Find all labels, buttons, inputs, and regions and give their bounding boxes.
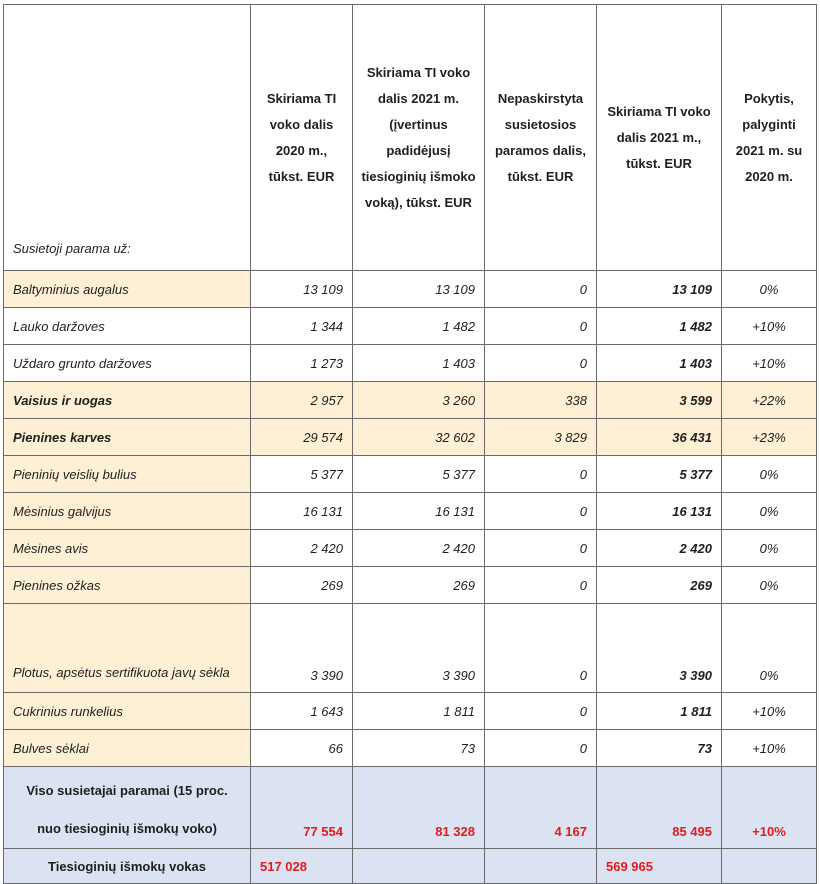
cell-2020: 3 390 <box>251 604 353 693</box>
cell-2020: 5 377 <box>251 456 353 493</box>
cell-2021: 3 390 <box>597 604 722 693</box>
cell-change: 0% <box>722 604 817 693</box>
row-label: Bulves sėklai <box>4 730 251 767</box>
row-label: Pienines ožkas <box>4 567 251 604</box>
cell-unallocated: 0 <box>485 567 597 604</box>
cell-change: 0% <box>722 493 817 530</box>
cell-2020: 1 344 <box>251 308 353 345</box>
total-2020: 77 554 <box>251 767 353 849</box>
cell-2020: 2 420 <box>251 530 353 567</box>
cell-2021-incl: 1 403 <box>353 345 485 382</box>
cell-2021-incl: 16 131 <box>353 493 485 530</box>
cell-2021-incl: 1 482 <box>353 308 485 345</box>
table-row <box>4 604 817 693</box>
cell-2020: 1 273 <box>251 345 353 382</box>
total-2021-incl: 81 328 <box>353 767 485 849</box>
header-row <box>4 5 817 271</box>
table-row <box>4 530 817 567</box>
envelope-empty-1 <box>353 849 485 884</box>
cell-2021: 16 131 <box>597 493 722 530</box>
row-label: Uždaro grunto daržoves <box>4 345 251 382</box>
cell-2021-incl: 2 420 <box>353 530 485 567</box>
envelope-row <box>4 849 817 884</box>
cell-2021: 36 431 <box>597 419 722 456</box>
cell-2021: 3 599 <box>597 382 722 419</box>
cell-unallocated: 338 <box>485 382 597 419</box>
table-row <box>4 271 817 308</box>
envelope-empty-3 <box>722 849 817 884</box>
cell-2020: 16 131 <box>251 493 353 530</box>
cell-2020: 66 <box>251 730 353 767</box>
row-label: Plotus, apsėtus sertifikuota javų sėkla <box>4 604 251 693</box>
cell-2021: 2 420 <box>597 530 722 567</box>
cell-2021-incl: 269 <box>353 567 485 604</box>
cell-change: 0% <box>722 456 817 493</box>
cell-2021-incl: 73 <box>353 730 485 767</box>
cell-unallocated: 0 <box>485 308 597 345</box>
total-label: Viso susietajai paramai (15 proc. nuo tiesioginių išmokų voko) <box>4 767 251 849</box>
table-row <box>4 493 817 530</box>
support-table <box>3 4 817 884</box>
total-unallocated: 4 167 <box>485 767 597 849</box>
table-row <box>4 345 817 382</box>
cell-2021: 73 <box>597 730 722 767</box>
cell-2021-incl: 13 109 <box>353 271 485 308</box>
total-row <box>4 767 817 849</box>
row-label: Pieninių veislių bulius <box>4 456 251 493</box>
row-label: Cukrinius runkelius <box>4 693 251 730</box>
row-label: Mėsines avis <box>4 530 251 567</box>
cell-2021: 1 482 <box>597 308 722 345</box>
cell-unallocated: 0 <box>485 493 597 530</box>
cell-unallocated: 0 <box>485 730 597 767</box>
cell-2021-incl: 1 811 <box>353 693 485 730</box>
cell-2021-incl: 5 377 <box>353 456 485 493</box>
cell-2021: 1 811 <box>597 693 722 730</box>
cell-change: 0% <box>722 567 817 604</box>
cell-2021-incl: 3 390 <box>353 604 485 693</box>
table-row <box>4 382 817 419</box>
header-2020: Skiriama TI voko dalis 2020 m., tūkst. EUR <box>251 5 353 271</box>
envelope-2021: 569 965 <box>597 849 722 884</box>
header-corner: Susietoji parama už: <box>4 5 251 271</box>
header-unallocated: Nepaskirstyta susietosios paramos dalis, tūkst. EUR <box>485 5 597 271</box>
row-label: Mėsinius galvijus <box>4 493 251 530</box>
cell-2021-incl: 3 260 <box>353 382 485 419</box>
cell-unallocated: 0 <box>485 345 597 382</box>
header-2021-incl: Skiriama TI voko dalis 2021 m. (įvertinus padidėjusį tiesioginių išmoko voką), tūkst. EUR <box>353 5 485 271</box>
cell-2021: 269 <box>597 567 722 604</box>
cell-2020: 1 643 <box>251 693 353 730</box>
table-row <box>4 419 817 456</box>
table-row <box>4 693 817 730</box>
cell-unallocated: 3 829 <box>485 419 597 456</box>
cell-change: +10% <box>722 308 817 345</box>
cell-unallocated: 0 <box>485 604 597 693</box>
total-change: +10% <box>722 767 817 849</box>
table-row <box>4 308 817 345</box>
cell-change: +10% <box>722 730 817 767</box>
cell-2021: 5 377 <box>597 456 722 493</box>
cell-2021: 1 403 <box>597 345 722 382</box>
cell-change: +23% <box>722 419 817 456</box>
cell-unallocated: 0 <box>485 271 597 308</box>
cell-change: 0% <box>722 271 817 308</box>
table-row <box>4 567 817 604</box>
cell-2020: 2 957 <box>251 382 353 419</box>
envelope-2020: 517 028 <box>251 849 353 884</box>
total-2021: 85 495 <box>597 767 722 849</box>
row-label: Lauko daržoves <box>4 308 251 345</box>
cell-2021: 13 109 <box>597 271 722 308</box>
cell-2020: 29 574 <box>251 419 353 456</box>
row-label: Baltyminius augalus <box>4 271 251 308</box>
row-label: Vaisius ir uogas <box>4 382 251 419</box>
envelope-empty-2 <box>485 849 597 884</box>
cell-2021-incl: 32 602 <box>353 419 485 456</box>
cell-2020: 13 109 <box>251 271 353 308</box>
header-2021: Skiriama TI voko dalis 2021 m., tūkst. EUR <box>597 5 722 271</box>
cell-unallocated: 0 <box>485 456 597 493</box>
cell-change: 0% <box>722 530 817 567</box>
row-label: Pienines karves <box>4 419 251 456</box>
cell-unallocated: 0 <box>485 530 597 567</box>
table-row <box>4 730 817 767</box>
cell-unallocated: 0 <box>485 693 597 730</box>
cell-change: +10% <box>722 345 817 382</box>
header-change: Pokytis, palyginti 2021 m. su 2020 m. <box>722 5 817 271</box>
cell-2020: 269 <box>251 567 353 604</box>
table-row <box>4 456 817 493</box>
envelope-label: Tiesioginių išmokų vokas <box>4 849 251 884</box>
cell-change: +10% <box>722 693 817 730</box>
cell-change: +22% <box>722 382 817 419</box>
